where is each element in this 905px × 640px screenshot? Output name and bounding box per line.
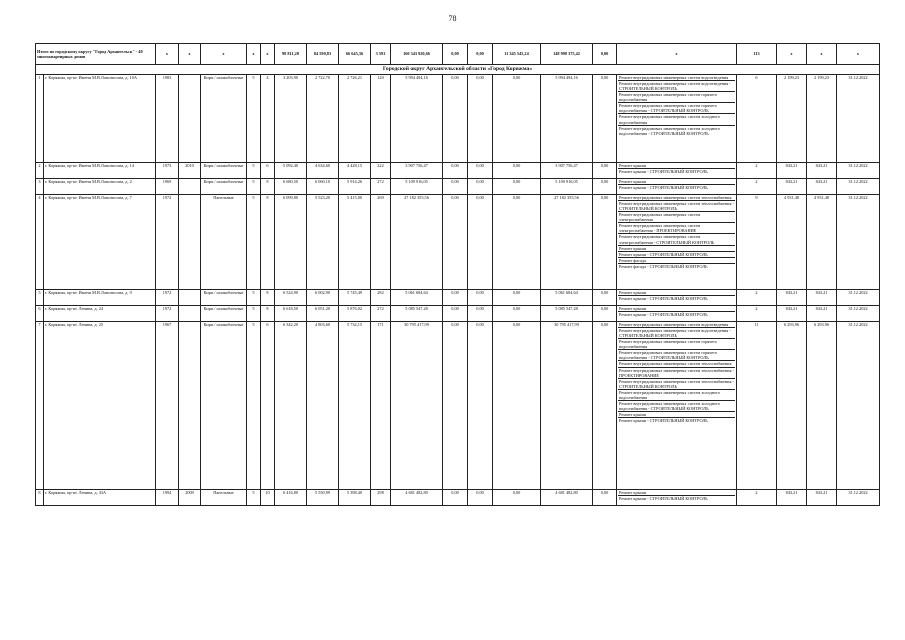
works-list (617, 290, 737, 306)
cell-area-res: 5 415,00 (339, 195, 371, 290)
work-item: Ремонт внутридомовых инженерных систем теплоснабжения (618, 361, 735, 367)
work-item: Ремонт внутридомовых инженерных систем водоотведения - СТРОИТЕЛЬНЫЙ КОНТРОЛЬ (618, 81, 735, 92)
cell-area-total: 6 099,80 (275, 195, 307, 290)
work-item: Ремонт внутридомовых инженерных систем теплоснабжения - СТРОИТЕЛЬНЫЙ КОНТРОЛЬ (619, 201, 734, 212)
cell-address: г. Коряжма, пр-кт. Имени М.В.Ломоносова, д. 9 (44, 290, 156, 306)
cell-area-living: 2 722,70 (307, 75, 339, 163)
cell-wall: Панельные (201, 195, 247, 290)
cell-other: 5 085 547,28 (541, 306, 593, 322)
cell-area-living: 4 803,60 (307, 322, 339, 490)
cell-floors: 5 (247, 163, 261, 179)
works-list (617, 490, 737, 506)
cell-count: 2 (737, 490, 777, 506)
cell-residents: 222 (371, 163, 391, 179)
cell-date: 31.12.2022 (837, 490, 880, 506)
cell-other: 5 061 684,64 (541, 290, 593, 306)
cell-year-rep (179, 290, 201, 306)
cell-limit: 6 293,96 (807, 322, 837, 490)
cell-year-rep (179, 195, 201, 290)
cell-residents: 272 (371, 306, 391, 322)
cell-wall: Панельные (201, 490, 247, 506)
cell-spec: 843,21 (777, 306, 807, 322)
cell-address: г. Коряжма, пр-кт. Имени М.В.Ломоносова, д. 10А (44, 75, 156, 163)
cell-owners: 0,00 (493, 195, 541, 290)
work-item: Ремонт крыши - СТРОИТЕЛЬНЫЙ КОНТРОЛЬ (619, 312, 708, 318)
total-area-res: 66 645,36 (339, 44, 371, 65)
cell-fund: 0,00 (443, 195, 468, 290)
work-item: Ремонт крыши (618, 246, 735, 252)
cell-owners: 0,00 (493, 179, 541, 195)
cell-entr: 8 (261, 179, 275, 195)
total-residents: 3 591 (371, 44, 391, 65)
cell-area-total: 6 416,80 (275, 490, 307, 506)
cell-residents: 120 (371, 75, 391, 163)
cell-budget: 0,00 (468, 195, 493, 290)
cell-limit: 843,21 (807, 179, 837, 195)
cell-fin: 0,00 (593, 195, 617, 290)
cell-fin: 0,00 (593, 290, 617, 306)
cell-area-total: 6 680,50 (275, 179, 307, 195)
cell-count: 6 (737, 75, 777, 163)
table-row (36, 306, 880, 322)
cell-owners: 0,00 (493, 163, 541, 179)
cell-area-living: 6 060,10 (307, 179, 339, 195)
works-list (617, 195, 737, 290)
cell-wall: Кирп./ шлакоблочные (201, 290, 247, 306)
work-item: Ремонт внутридомовых инженерных систем горячего водоснабжения (618, 339, 735, 350)
cell-other: 3 907 756,47 (541, 163, 593, 179)
page-number: 78 (448, 14, 457, 23)
cell-year-rep (179, 179, 201, 195)
total-other: 148 998 375,42 (541, 44, 593, 65)
cell-limit: 843,21 (807, 490, 837, 506)
cell-fund: 0,00 (443, 306, 468, 322)
cell-residents: 171 (371, 322, 391, 490)
cell-year-rep: 2010 (179, 163, 201, 179)
cell-count: 9 (737, 195, 777, 290)
cell-limit: 843,21 (807, 306, 837, 322)
cell-address: г. Коряжма, пр-кт. Имени М.В.Ломоносова, д. 7 (44, 195, 156, 290)
cell-entr: 10 (261, 490, 275, 506)
cell-floors: 5 (247, 322, 261, 490)
cell-address: г. Коряжма, пр-кт. Имени М.В.Ломоносова, д. 14 (44, 163, 156, 179)
cell-year: 1983 (156, 75, 179, 163)
cell-spec: 843,21 (777, 290, 807, 306)
cell-fund: 0,00 (443, 163, 468, 179)
table-row (36, 163, 880, 179)
cell-budget: 0,00 (468, 490, 493, 506)
cell-count: 2 (737, 163, 777, 179)
work-item: Ремонт внутридомовых инженерных систем теплоснабжения - ПРОЕКТИРОВАНИЕ (619, 367, 734, 378)
cell-budget: 0,00 (468, 179, 493, 195)
work-item: Ремонт внутридомовых инженерных систем водоотведения - СТРОИТЕЛЬНЫЙ КОНТРОЛЬ (618, 328, 735, 339)
cell-area-res: 5 398,40 (339, 490, 371, 506)
cell-residents: 298 (371, 490, 391, 506)
total-label: Итого по городскому округу "Город Архангельск" - 40 многоквартирных домов (36, 44, 156, 65)
cell-area-living: 6 002,90 (307, 290, 339, 306)
cell-fin: 0,00 (593, 322, 617, 490)
work-item: Ремонт крыши - СТРОИТЕЛЬНЫЙ КОНТРОЛЬ (619, 169, 708, 175)
works-list (617, 322, 737, 490)
cell-owners: 0,00 (493, 290, 541, 306)
cell-year: 1973 (156, 163, 179, 179)
cell-area-res: 5 745,49 (339, 290, 371, 306)
cell-entr: 8 (261, 290, 275, 306)
cell-owners: 0,00 (493, 75, 541, 163)
city-header: Городской округ Архангельской области «Город Коряжма» (36, 65, 880, 75)
work-item: Ремонт внутридомовых инженерных систем водоотведения (618, 75, 735, 81)
works-list (617, 179, 737, 195)
cell-budget: 0,00 (468, 306, 493, 322)
cell-date: 31.12.2022 (837, 322, 880, 490)
cell-residents: 269 (371, 195, 391, 290)
cell-area-total: 3 203,90 (275, 75, 307, 163)
cell-entr: 4 (261, 75, 275, 163)
work-item: Ремонт внутридомовых инженерных систем холодного водоснабжения - СТРОИТЕЛЬНЫЙ КОНТРОЛЬ (619, 125, 721, 136)
cell-fin: 0,00 (593, 179, 617, 195)
cell-floors: 5 (247, 490, 261, 506)
cell-limit: 4 931,48 (807, 195, 837, 290)
cell-date: 31.12.2022 (837, 179, 880, 195)
cell-budget: 0,00 (468, 75, 493, 163)
cell-budget: 0,00 (468, 163, 493, 179)
work-item: Ремонт крыши (618, 179, 735, 185)
work-item: Ремонт крыши (618, 490, 735, 496)
work-item: Ремонт фасада - СТРОИТЕЛЬНЫЙ КОНТРОЛЬ (619, 263, 708, 269)
cell-area-res: 2 726,21 (339, 75, 371, 163)
table-row (36, 179, 880, 195)
work-item: Ремонт фасада (618, 258, 735, 264)
total-area: 98 811,20 (275, 44, 307, 65)
work-item: Ремонт крыши - СТРОИТЕЛЬНЫЙ КОНТРОЛЬ (619, 418, 708, 424)
cell-area-res: 5 732,15 (339, 322, 371, 490)
cell-year: 1972 (156, 290, 179, 306)
work-item: Ремонт внутридомовых инженерных систем водоотведения (618, 322, 735, 328)
cell-count: 11 (737, 322, 777, 490)
cell-spec: 2 199,23 (777, 75, 807, 163)
cell-fin: 0,00 (593, 163, 617, 179)
cell-cost: 30 795 417,99 (391, 322, 443, 490)
cell-floors: 5 (247, 306, 261, 322)
cell-year-rep (179, 306, 201, 322)
cell-wall: Кирп./ шлакоблочные (201, 75, 247, 163)
total-count: 113 (737, 44, 777, 65)
cell-area-living: 5 550,99 (307, 490, 339, 506)
cell-entr: 8 (261, 306, 275, 322)
cell-cost: 5 994 494,16 (391, 75, 443, 163)
table-row (36, 195, 880, 290)
cell-area-living: 6 051,20 (307, 306, 339, 322)
cell-owners: 0,00 (493, 490, 541, 506)
work-item: Ремонт внутридомовых инженерных систем электроснабжения (618, 212, 735, 223)
cell-spec: 4 931,48 (777, 195, 807, 290)
cell-area-total: 6 524,90 (275, 290, 307, 306)
cell-floors: 5 (247, 179, 261, 195)
cell-floors: 5 (247, 75, 261, 163)
cell-n: 5 (36, 290, 44, 306)
cell-cost: 5 109 916,05 (391, 179, 443, 195)
cell-year: 1972 (156, 195, 179, 290)
cell-other: 4 681 482,80 (541, 490, 593, 506)
total-owners: 11 345 545,24 (493, 44, 541, 65)
work-item: Ремонт внутридомовых инженерных систем горячего водоснабжения - СТРОИТЕЛЬНЫЙ КОНТРОЛЬ (618, 103, 735, 114)
cell-cost: 27 182 355,56 (391, 195, 443, 290)
cell-count: 2 (737, 179, 777, 195)
cell-fin: 0,00 (593, 75, 617, 163)
cell-year-rep (179, 322, 201, 490)
cell-year-rep: 2009 (179, 490, 201, 506)
cell-date: 31.12.2022 (837, 306, 880, 322)
cell-date: 31.12.2022 (837, 290, 880, 306)
cell-n: 6 (36, 306, 44, 322)
cell-area-total: 5 092,40 (275, 163, 307, 179)
cell-other: 27 182 355,56 (541, 195, 593, 290)
cell-fin: 0,00 (593, 306, 617, 322)
work-item: Ремонт внутридомовых инженерных систем теплоснабжения - СТРОИТЕЛЬНЫЙ КОНТРОЛЬ (619, 378, 734, 389)
cell-n: 2 (36, 163, 44, 179)
cell-cost: 3 907 756,47 (391, 163, 443, 179)
cell-area-living: 5 523,20 (307, 195, 339, 290)
work-item: Ремонт внутридомовых инженерных систем горячего водоснабжения - СТРОИТЕЛЬНЫЙ КОНТРОЛЬ (618, 350, 735, 361)
cell-area-res: 4 428,15 (339, 163, 371, 179)
cell-area-total: 6 618,50 (275, 306, 307, 322)
cell-n: 1 (36, 75, 44, 163)
cell-spec: 843,21 (777, 179, 807, 195)
cell-date: 31.12.2022 (837, 75, 880, 163)
cell-limit: 2 199,23 (807, 75, 837, 163)
cell-fund: 0,00 (443, 490, 468, 506)
cell-area-res: 5 876,02 (339, 306, 371, 322)
total-row: Итого по городскому округу "Город Архангельск" - 40 многоквартирных домов x x x x x 98 811,20 84 590,83 66 645,36 3 591 160 343 920,66 0,00 0,00 11 345 545,24 148 998 375,42 0,00 x 113 x x x (36, 44, 880, 65)
cell-year: 1972 (156, 306, 179, 322)
cell-address: г. Коряжма, пр-кт. Ленина, д. 43А (44, 490, 156, 506)
work-item: Ремонт крыши - СТРОИТЕЛЬНЫЙ КОНТРОЛЬ (619, 185, 708, 191)
cell-budget: 0,00 (468, 290, 493, 306)
cell-date: 31.12.2022 (837, 163, 880, 179)
cell-budget: 0,00 (468, 322, 493, 490)
cell-date: 31.12.2022 (837, 195, 880, 290)
cell-n: 7 (36, 322, 44, 490)
cell-entr: 6 (261, 322, 275, 490)
work-item: Ремонт внутридомовых инженерных систем теплоснабжения (618, 195, 735, 201)
work-item: Ремонт крыши (618, 412, 735, 418)
work-item: Ремонт внутридомовых инженерных систем холодного водоснабжения (618, 390, 735, 401)
cell-address: г. Коряжма, пр-кт. Имени М.В.Ломоносова, д. 2 (44, 179, 156, 195)
cell-spec: 6 293,96 (777, 322, 807, 490)
cell-address: г. Коряжма, пр-кт. Ленина, д. 25 (44, 322, 156, 490)
cell-wall: Кирп./ шлакоблочные (201, 163, 247, 179)
works-list (617, 163, 737, 179)
cell-cost: 5 085 547,28 (391, 306, 443, 322)
work-item: Ремонт крыши (618, 163, 735, 169)
cell-area-living: 4 634,60 (307, 163, 339, 179)
cell-address: г. Коряжма, пр-кт. Ленина, д. 24 (44, 306, 156, 322)
cell-n: 3 (36, 179, 44, 195)
work-item: Ремонт внутридомовых инженерных систем холодного водоснабжения (618, 114, 735, 125)
cell-limit: 843,21 (807, 290, 837, 306)
cell-floors: 5 (247, 195, 261, 290)
cell-count: 2 (737, 290, 777, 306)
table-row (36, 490, 880, 506)
cell-other: 5 109 916,05 (541, 179, 593, 195)
cell-entr: 8 (261, 195, 275, 290)
cell-other: 30 795 417,99 (541, 322, 593, 490)
work-item: Ремонт внутридомовых инженерных систем горячего водоснабжения (618, 92, 735, 103)
cell-owners: 0,00 (493, 322, 541, 490)
cell-year: 1994 (156, 490, 179, 506)
table-row (36, 290, 880, 306)
cell-area-res: 5 914,26 (339, 179, 371, 195)
cell-area-total: 6 342,20 (275, 322, 307, 490)
city-header-row (36, 65, 880, 75)
work-item: Ремонт крыши - СТРОИТЕЛЬНЫЙ КОНТРОЛЬ (619, 496, 708, 502)
cell-floors: 5 (247, 290, 261, 306)
cell-spec: 843,21 (777, 490, 807, 506)
work-item: Ремонт внутридомовых инженерных систем электроснабжения - СТРОИТЕЛЬНЫЙ КОНТРОЛЬ (618, 234, 735, 245)
cell-entr: 6 (261, 163, 275, 179)
works-list (617, 75, 737, 163)
total-area-living: 84 590,83 (307, 44, 339, 65)
cell-fund: 0,00 (443, 75, 468, 163)
work-item: Ремонт крыши - СТРОИТЕЛЬНЫЙ КОНТРОЛЬ (618, 252, 735, 258)
cell-wall: Кирп./ шлакоблочные (201, 306, 247, 322)
cell-fund: 0,00 (443, 290, 468, 306)
work-item: Ремонт крыши (618, 290, 735, 296)
total-cost: 160 343 920,66 (391, 44, 443, 65)
cell-limit: 843,21 (807, 163, 837, 179)
register-table (35, 43, 880, 506)
cell-n: 8 (36, 490, 44, 506)
cell-wall: Кирп./ шлакоблочные (201, 179, 247, 195)
cell-residents: 282 (371, 290, 391, 306)
cell-other: 5 994 494,16 (541, 75, 593, 163)
cell-wall: Кирп./ шлакоблочные (201, 322, 247, 490)
table-row (36, 75, 880, 163)
cell-residents: 272 (371, 179, 391, 195)
cell-year-rep (179, 75, 201, 163)
cell-year: 1969 (156, 179, 179, 195)
cell-fin: 0,00 (593, 490, 617, 506)
cell-spec: 843,21 (777, 163, 807, 179)
cell-n: 4 (36, 195, 44, 290)
work-item: Ремонт крыши (618, 306, 735, 312)
work-item: Ремонт внутридомовых инженерных систем холодного водоснабжения - СТРОИТЕЛЬНЫЙ КОНТРОЛЬ (618, 401, 735, 412)
work-item: Ремонт крыши - СТРОИТЕЛЬНЫЙ КОНТРОЛЬ (619, 296, 708, 302)
cell-fund: 0,00 (443, 179, 468, 195)
cell-count: 2 (737, 306, 777, 322)
works-list (617, 306, 737, 322)
cell-fund: 0,00 (443, 322, 468, 490)
table-row (36, 322, 880, 490)
cell-year: 1967 (156, 322, 179, 490)
cell-cost: 5 061 684,64 (391, 290, 443, 306)
work-item: Ремонт внутридомовых инженерных систем электроснабжения - ПРОЕКТИРОВАНИЕ (618, 223, 735, 234)
cell-owners: 0,00 (493, 306, 541, 322)
cell-cost: 4 681 482,80 (391, 490, 443, 506)
